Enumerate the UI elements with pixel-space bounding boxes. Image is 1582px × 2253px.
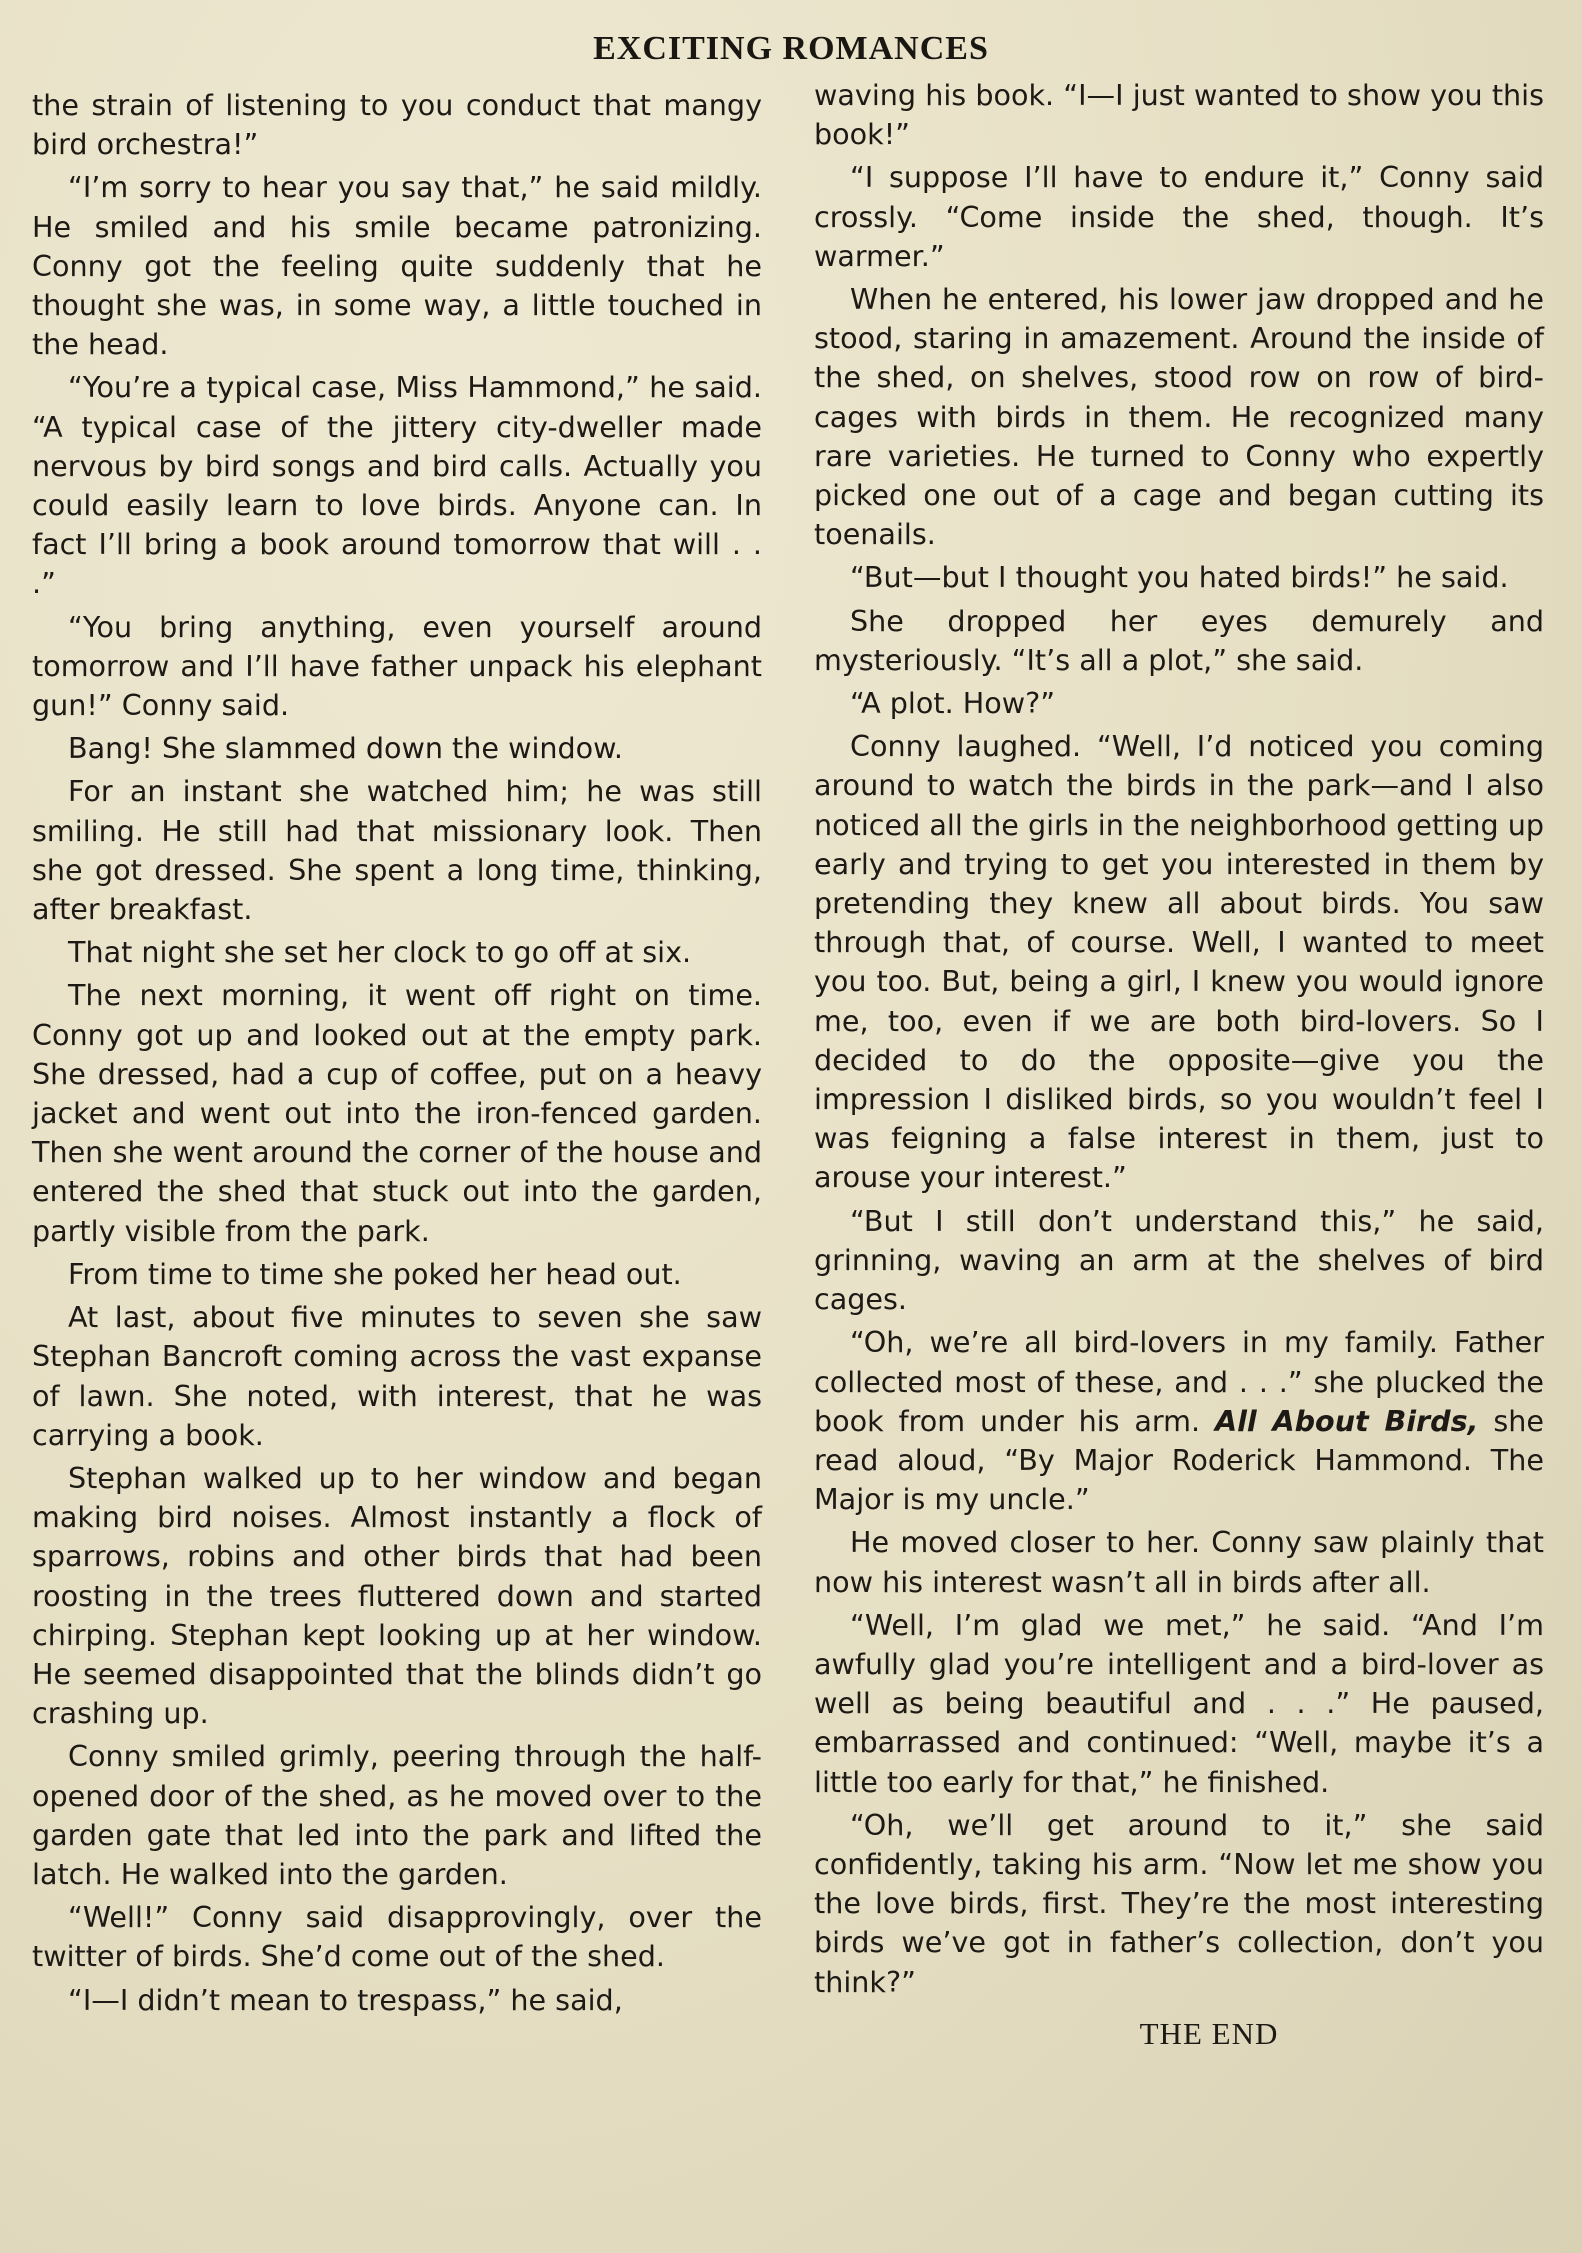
paragraph: He moved closer to her. Conny saw plainly that now his interest wasn’t all in birds after all. [814,1525,1544,1599]
book-title: All About Birds, [1215,1403,1479,1438]
paragraph: “I suppose I’ll have to endure it,” Conny said crossly. “Come inside the shed, though. It’s warmer.” [814,160,1544,273]
paragraph: “But—but I thought you hated birds!” he said. [850,560,1509,595]
page-header: EXCITING ROMANCES [593,30,989,67]
paragraph: “Well!” Conny said disapprovingly, over the twitter of birds. She’d come out of the shed. [32,1900,762,1974]
paragraph: That night she set her clock to go off at six. [68,935,692,970]
right-column [814,76,1544,2057]
paragraph: “I—I didn’t mean to trespass,” he said, [68,1982,623,2017]
paragraph-text: she read aloud, “By Major Roderick Hammond. The Major is my uncle.” [814,1403,1545,1517]
paragraph: The next morning, it went off right on time. Conny got up and looked out at the empty park. She dressed, had a cup of coffee, put on a heavy jacket and went out into the iron-fenced garden. Then she went around the corner of the house and entered the shed that stuck out into the garden, partly visible from the park. [32,978,762,1248]
paragraph: “You bring anything, even yourself around tomorrow and I’ll have father unpack his elephant gun!” Conny said. [32,609,762,723]
paragraph: Stephan walked up to her window and began making bird noises. Almost instantly a flock of sparrows, robins and other birds that had been roosting in the trees fluttered down and started chirping. Stephan kept looking up at her window. He seemed disappointed that the blinds didn’t go crashing up. [32,1460,762,1731]
paragraph [814,1323,1544,1519]
paragraph-text: “Oh, we’re all bird-lovers in my family. Father collected most of these, and . . .” she plucked the book from under his arm. [814,1325,1544,1438]
paragraph: the strain of listening to you conduct that mangy bird orchestra!” [32,88,762,162]
the-end-label: THE END [1139,2015,1279,2051]
left-column [32,86,762,2024]
paragraph: “Oh, we’ll get around to it,” she said confidently, taking his arm. “Now let me show you the love birds, first. They’re the most interesting birds we’ve got in father’s collection, don’t you think?” [814,1807,1544,1999]
paragraph: When he entered, his lower jaw dropped and he stood, staring in amazement. Around the inside of the shed, on shelves, stood row on row of bird-cages with birds in them. He recognized many rare varieties. He turned to Conny who expertly picked one out of a cage and began cutting its toenails. [814,282,1544,552]
paragraph: “Well, I’m glad we met,” he said. “And I’m awfully glad you’re intelligent and a bird-lover as well as being beautiful and . . .” He paused, embarrassed and continued: “Well, maybe it’s a little too early for that,” he finished. [814,1607,1544,1799]
paragraph: “But I still don’t understand this,” he said, grinning, waving an arm at the shelves of bird cages. [814,1203,1544,1317]
paragraph: Bang! She slammed down the window. [68,731,624,766]
paragraph: She dropped her eyes demurely and mysteriously. “It’s all a plot,” she said. [814,603,1544,677]
paragraph: “A plot. How?” [850,686,1056,721]
paragraph: At last, about five minutes to seven she saw Stephan Bancroft coming across the vast expanse of lawn. She noted, with interest, that he was carrying a book. [32,1300,762,1452]
paragraph: From time to time she poked her head out. [68,1256,682,1291]
paragraph: For an instant she watched him; he was still smiling. He still had that missionary look. Then she got dressed. She spent a long time, thinking, after breakfast. [32,774,762,927]
paragraph: Conny laughed. “Well, I’d noticed you coming around to watch the birds in the park—and I also noticed all the girls in the neighborhood getting up early and trying to get you interested in them by pretending they knew all about birds. You saw through that, of course. Well, I wanted to meet you too. But, being a girl, I knew you would ignore me, too, even if we are both bird-lovers. So I decided to do the opposite—give you the impression I disliked birds, so you wouldn’t feel I was feigning a false interest in them, just to arouse your interest.” [814,729,1544,1195]
paragraph: Conny smiled grimly, peering through the half-opened door of the shed, as he moved over to the garden gate that led into the park and lifted the latch. He walked into the garden. [32,1739,762,1891]
paragraph: “I’m sorry to hear you say that,” he said mildly. He smiled and his smile became patronizing. Conny got the feeling quite suddenly that he thought she was, in some way, a little touched in the head. [32,170,762,362]
paragraph: “You’re a typical case, Miss Hammond,” he said. “A typical case of the jittery city-dweller made nervous by bird songs and bird calls. Actually you could easily learn to love birds. Anyone can. In fact I’ll bring a book around tomorrow that will . . .” [32,370,762,601]
paragraph: waving his book. “I—I just wanted to show you this book!” [814,78,1544,152]
